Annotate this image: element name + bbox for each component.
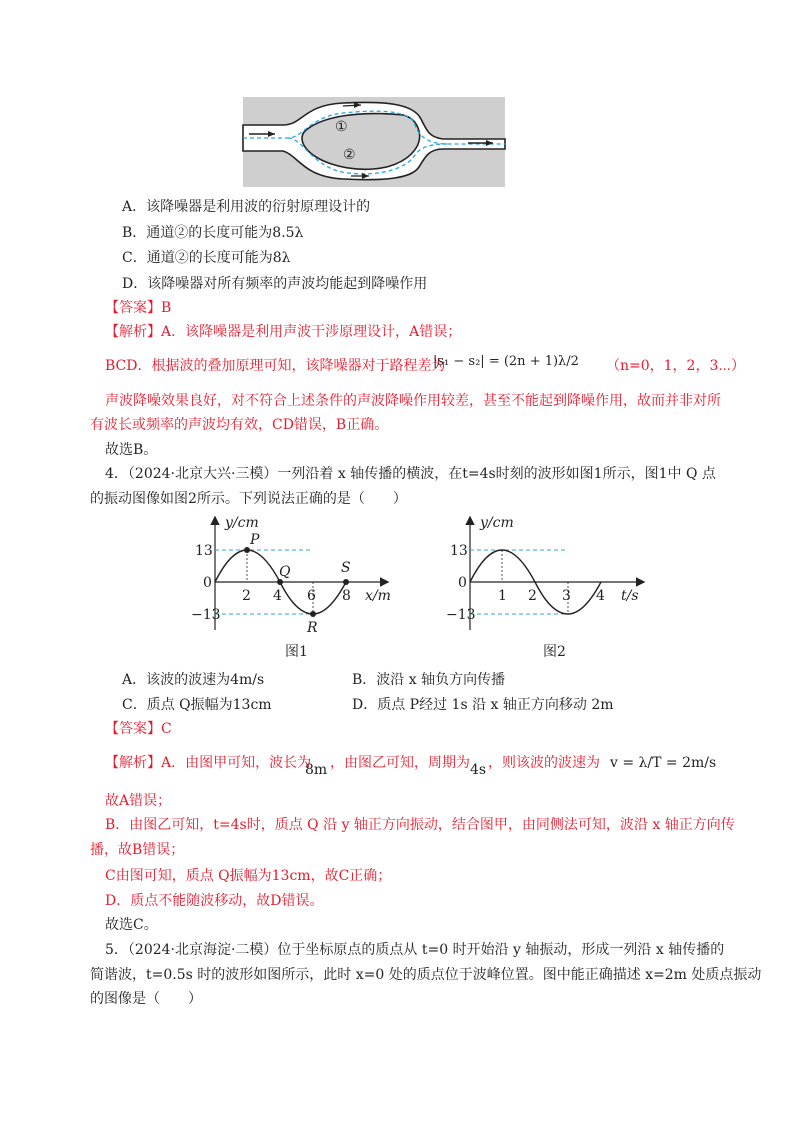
q4-analysis-1c: ，由图乙可知，周期为 <box>330 755 470 771</box>
q3-choice: 故选B。 <box>105 442 158 458</box>
channel-2-label: ② <box>343 147 356 163</box>
fig1-tick-6: 6 <box>307 588 316 604</box>
fig2-tick-neg13: −13 <box>446 607 476 623</box>
fig1-label-p: P <box>250 532 260 548</box>
q5-stem-1: 5．（2024·北京海淀·二模）位于坐标原点的质点从 t=0 时开始沿 y 轴振动，形成一列沿 x 轴传播的 <box>105 942 725 958</box>
fig1-tick-2: 2 <box>242 588 251 604</box>
q4-analysis-6: D．质点不能随波移动，故D错误。 <box>105 893 324 909</box>
point-s <box>343 579 349 585</box>
fig2-xlabel: t/s <box>621 588 639 604</box>
fig1-label-s: S <box>341 560 351 576</box>
fig2-tick-4: 4 <box>596 588 605 604</box>
fig2-tick-2: 2 <box>528 588 537 604</box>
q4-analysis-3: B．由图乙可知，t=4s时，质点 Q 沿 y 轴正方向振动，结合图甲，由同侧法可知，波沿 x 轴正方向传 <box>105 817 735 833</box>
q3-option-b: B．通道②的长度可能为8.5λ <box>122 225 304 241</box>
q3-option-c: C．通道②的长度可能为8λ <box>122 250 291 266</box>
fig1-tick-13: 13 <box>195 543 213 559</box>
q4-analysis-1e: ，则该波的波速为 <box>488 755 600 771</box>
q4-option-b: B．波沿 x 轴负方向传播 <box>352 672 506 688</box>
fig1-tick-8: 8 <box>342 588 351 604</box>
fig2-tick-0: 0 <box>458 575 467 591</box>
q5-stem-2: 简谐波，t=0.5s 时的波形如图所示，此时 x=0 处的质点位于波峰位置。图中能正确描述 x=2m 处质点振动 <box>90 967 762 983</box>
q4-analysis-4: 播，故B错误； <box>90 842 185 858</box>
channel-1-label: ① <box>335 119 348 135</box>
fig2-tick-3: 3 <box>562 588 571 604</box>
q4-figure-2 <box>438 512 648 637</box>
fig1-ylabel: y/cm <box>225 515 259 531</box>
q4-analysis-5: C由图可知，质点 Q振幅为13cm，故C正确； <box>105 868 392 884</box>
q3-path-formula: |s₁ − s₂| = (2n + 1)λ/2 <box>433 354 579 369</box>
silencer-diagram <box>243 97 505 187</box>
q4-wavelength: 8m <box>305 762 328 778</box>
q4-answer: 【答案】C <box>105 721 172 737</box>
q3-analysis-2-post: （n=0，1，2，3⋯） <box>606 358 745 374</box>
fig2-tick-1: 1 <box>498 588 507 604</box>
q3-answer: 【答案】B <box>105 300 172 316</box>
fig1-label-q: Q <box>279 564 291 580</box>
fig1-tick-neg13: −13 <box>191 607 221 623</box>
q4-choice: 故选C。 <box>105 917 158 933</box>
q4-stem-1: 4．（2024·北京大兴·三模）一列沿着 x 轴传播的横波，在t=4s时刻的波形如图1所示，图1中 Q 点 <box>105 466 716 482</box>
fig1-xlabel: x/m <box>365 588 391 604</box>
q4-option-c: C．质点 Q振幅为13cm <box>122 697 272 713</box>
q4-option-a: A．该波的波速为4m/s <box>122 672 265 688</box>
q3-analysis-4: 有波长或频率的声波均有效，CD错误，B正确。 <box>90 417 389 433</box>
q5-stem-3: 的图像是（ ） <box>90 991 202 1007</box>
fig1-label-r: R <box>307 620 318 636</box>
point-r <box>310 611 316 617</box>
q4-speed-formula: v = λ/T = 2m/s <box>610 755 717 771</box>
fig1-tick-0: 0 <box>203 575 212 591</box>
q4-stem-2: 的振动图像如图2所示。下列说法正确的是（ ） <box>90 491 407 507</box>
q4-analysis-1a: 【解析】A．由图甲可知，波长为 <box>105 755 312 771</box>
q4-period: 4s <box>470 762 487 778</box>
q4-option-d: D．质点 P经过 1s 沿 x 轴正方向移动 2m <box>352 697 614 713</box>
fig2-tick-13: 13 <box>450 543 468 559</box>
q3-analysis-1: 【解析】A．该降噪器是利用声波干涉原理设计，A错误； <box>105 324 462 340</box>
fig1-caption: 图1 <box>285 644 308 660</box>
q3-analysis-3: 声波降噪效果良好，对不符合上述条件的声波降噪作用较差，甚至不能起到降噪作用，故而并非对所 <box>105 393 721 409</box>
q3-option-a: A．该降噪器是利用波的衍射原理设计的 <box>122 199 371 215</box>
fig2-ylabel: y/cm <box>480 515 514 531</box>
q3-option-d: D．该降噪器对所有频率的声波均能起到降噪作用 <box>122 276 428 292</box>
fig1-tick-4: 4 <box>273 588 282 604</box>
fig2-caption: 图2 <box>543 644 566 660</box>
q3-analysis-2-pre: BCD．根据波的叠加原理可知，该降噪器对于路程差为 <box>105 358 446 374</box>
q4-analysis-2: 故A错误； <box>105 793 172 809</box>
q4-figure-1 <box>191 512 395 637</box>
